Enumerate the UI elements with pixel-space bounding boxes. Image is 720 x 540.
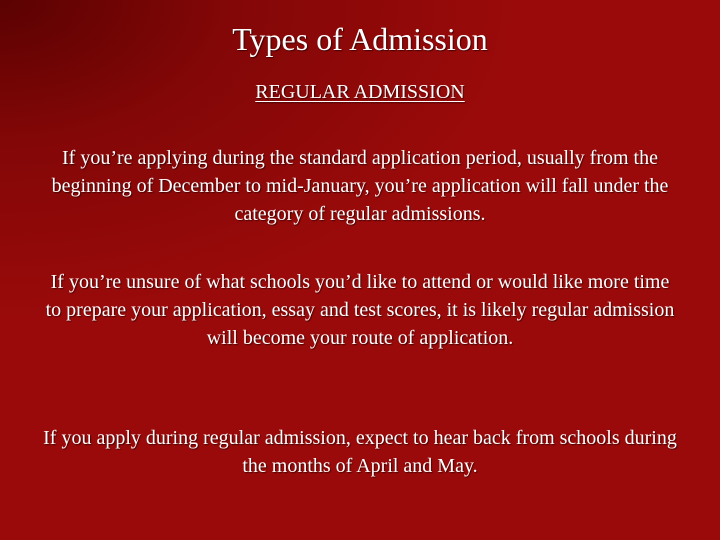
subtitle-text: REGULAR ADMISSION [255, 81, 465, 103]
slide-subtitle [0, 79, 720, 105]
paragraph-standard-period: If you’re applying during the standard application period, usually from the beginning of December to mid-January, you’re application will fall under the category of regular admissions. [51, 147, 669, 225]
paragraph-unsure-schools: If you’re unsure of what schools you’d like to attend or would like more time to prepare your application, essay and test scores, it is likely regular admission will become your route of application. [45, 271, 675, 349]
paragraph-hear-back: If you apply during regular admission, expect to hear back from schools during the months of April and May. [43, 427, 677, 477]
slide-title: Types of Admission [232, 21, 488, 57]
